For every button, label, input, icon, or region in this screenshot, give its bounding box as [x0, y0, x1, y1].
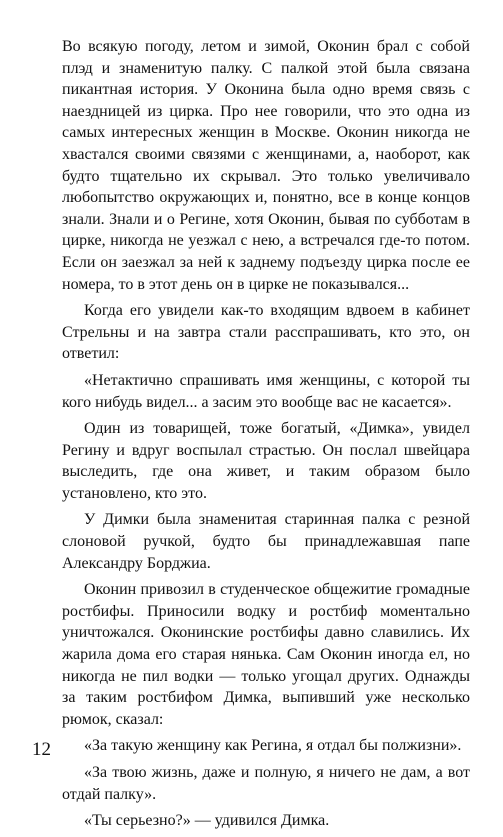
page-number: 12 [32, 739, 51, 760]
paragraph-1: Во всякую погоду, летом и зимой, Оконин брал с собой плэд и знаменитую палку. С палкой этой была связана пикантная история. У Оконина была одно время связь с наездницей из цирка. Про нее говорили, что это одна из самых интересных женщин в Москве. Оконин никогда не хвастался своими связями с женщинами, а, наоборот, как будто тщательно их скрывал. Это только увеличивало любопытство окружающих и, понятно, все в конце концов знали. Знали и о Регине, хотя Оконин, бывая по субботам в цирке, никогда не уезжал с нею, а встречался где-то потом. Если он заезжал за ней к заднему подъезду цирка после ее номера, то в этот день он в цирке не показывался... [62, 38, 470, 293]
paragraph-7: «За такую женщину как Регина, я отдал бы полжизни». [84, 737, 462, 755]
page-body [62, 36, 470, 837]
paragraph-3: «Нетактично спрашивать имя женщины, с которой ты кого нибудь видел... а засим это вообще вас не касается». [62, 371, 470, 411]
paragraph-4: Один из товарищей, тоже богатый, «Димка», увидел Регину и вдруг воспылал страстью. Он послал швейцара выследить, где она живет, и таким образом было установлено, кто это. [62, 420, 470, 502]
paragraph-9: «Ты серьезно?» — удивился Димка. [84, 812, 330, 830]
paragraph-2: Когда его увидели как-то входящим вдвоем в кабинет Стрельны и на завтра стали расспрашивать, кто это, он ответил: [62, 302, 470, 363]
paragraph-5: У Димки была знаменитая старинная палка с резной слоновой ручкой, будто бы принадлежавшая папе Александру Борджиа. [62, 511, 470, 572]
paragraph-6: Оконин привозил в студенческое общежитие громадные ростбифы. Приносили водку и ростбиф моментально уничтожался. Оконинские ростбифы давно славились. Их жарила дома его старая нянька. Сам Оконин иногда ел, но никогда не пил водки — только угощал других. Однажды за таким ростбифом Димка, выпивший уже несколько рюмок, сказал: [62, 581, 470, 728]
paragraph-8: «За твою жизнь, даже и полную, я ничего не дам, а вот отдай палку». [62, 764, 470, 803]
